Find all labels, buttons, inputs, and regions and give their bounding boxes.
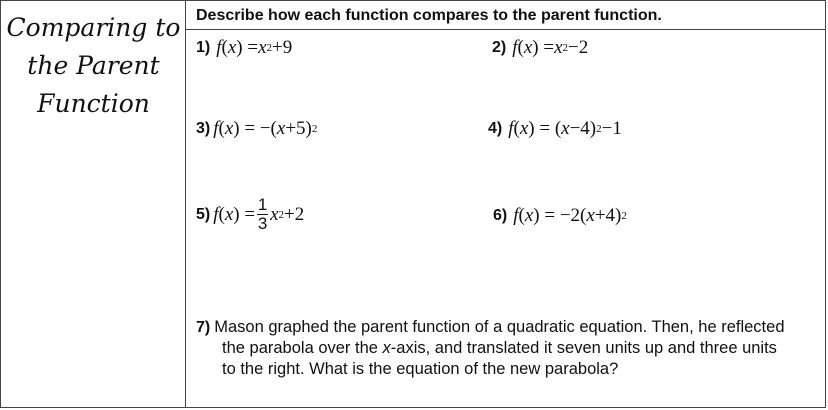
problem-5: 5) f ( x ) = $\frac{1}{3}$ x 2 +2 [196,195,305,233]
problem-3: 3) f ( x ) = −( x +5) 2 [196,118,318,139]
equation-2: f ( x ) = x 2 −2 [512,37,589,58]
word-problem-7: 7) Mason graphed the parent function of a quadratic equation. Then, he reflected the parabola over the x-axis, and translated it seven units up and three units to the right. What is the equation of the new parabola? [196,318,785,378]
topic-title: Comparing to the Parent Function [6,13,181,118]
equation-1: f ( x ) = x 2 +9 [216,37,293,58]
problem-6: 6) f ( x ) = −2( x +4) 2 [493,205,627,226]
problem-1: 1) f ( x ) = x 2 +9 [196,37,293,58]
equation-4: f ( x ) = ( x −4) 2 −1 [508,118,622,139]
fraction-one-third: $\frac{1}{3}$ [257,195,268,233]
problem-2: 2) f ( x ) = x 2 −2 [492,37,589,58]
instructions-header: Describe how each function compares to the parent function. [186,1,825,30]
equation-5: f ( x ) = $\frac{1}{3}$ x 2 +2 [213,195,305,233]
equation-3: f ( x ) = −( x +5) 2 [213,118,318,139]
topic-column [1,1,186,407]
problem-4: 4) f ( x ) = ( x −4) 2 −1 [488,118,622,139]
equation-6: f ( x ) = −2( x +4) 2 [513,205,627,226]
